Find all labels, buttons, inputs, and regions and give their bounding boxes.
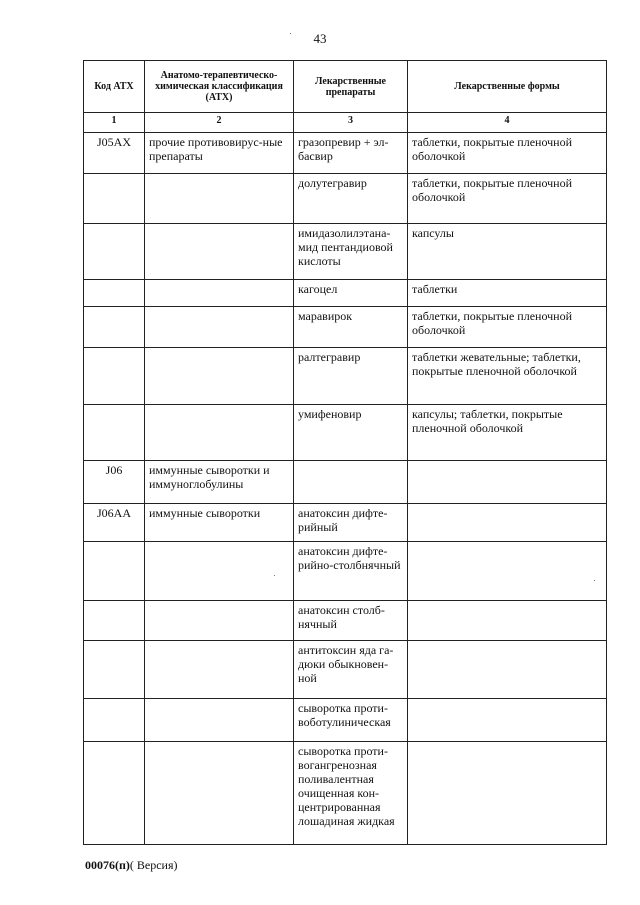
atc-class-cell: иммунные сыворотки: [145, 504, 294, 542]
atc-code-cell: [84, 174, 145, 224]
dosage-form-cell: [408, 699, 607, 742]
table-row: [84, 348, 607, 405]
column-number: 3: [294, 113, 408, 133]
dosage-form-cell: [408, 542, 607, 601]
atc-class-cell: [145, 224, 294, 280]
page-number: 43: [313, 31, 327, 46]
atc-class-cell: [145, 174, 294, 224]
atc-class-cell: [145, 405, 294, 461]
table-row: [84, 405, 607, 461]
atc-class-cell: прочие противовирус-ные препараты: [145, 133, 294, 174]
drug-name-cell: маравирок: [294, 307, 408, 348]
table-row: [84, 461, 607, 504]
header-atc-classification: Анатомо-терапевтическо-химическая классификация (АТХ): [145, 61, 294, 113]
table-row: [84, 224, 607, 280]
atc-class-cell: [145, 641, 294, 699]
table-row: [84, 174, 607, 224]
drug-name-cell: антитоксин яда га-дюки обыкновен-ной: [294, 641, 408, 699]
atc-code-cell: [84, 280, 145, 307]
drug-name-cell: кагоцел: [294, 280, 408, 307]
dosage-form-cell: таблетки, покрытые пленочной оболочкой: [408, 174, 607, 224]
column-number: 1: [84, 113, 145, 133]
atc-code-cell: J05AX: [84, 133, 145, 174]
dosage-form-cell: [408, 641, 607, 699]
table-row: [84, 307, 607, 348]
dosage-form-cell: [408, 461, 607, 504]
atc-code-cell: [84, 348, 145, 405]
dosage-form-cell: капсулы: [408, 224, 607, 280]
dosage-form-cell: таблетки, покрытые пленочной оболочкой: [408, 133, 607, 174]
atc-code-cell: [84, 405, 145, 461]
atc-class-cell: [145, 280, 294, 307]
column-number: 4: [408, 113, 607, 133]
atc-class-cell: [145, 601, 294, 641]
atc-code-cell: [84, 742, 145, 845]
table-row: [84, 641, 607, 699]
version-label: ( Версия): [129, 858, 178, 872]
scan-speck: [274, 575, 275, 576]
atc-code-cell: [84, 699, 145, 742]
atc-code-cell: [84, 542, 145, 601]
dosage-form-cell: [408, 742, 607, 845]
header-atc-code: Код АТХ: [84, 61, 145, 113]
dosage-form-cell: таблетки: [408, 280, 607, 307]
atc-code-cell: J06: [84, 461, 145, 504]
atc-class-cell: [145, 542, 294, 601]
drug-name-cell: анатоксин дифте-рийный: [294, 504, 408, 542]
drug-name-cell: ралтегравир: [294, 348, 408, 405]
table-row: [84, 504, 607, 542]
header-dosage-forms: Лекарственные формы: [408, 61, 607, 113]
table-row: [84, 601, 607, 641]
drug-name-cell: гразопревир + эл-басвир: [294, 133, 408, 174]
atc-code-cell: J06AA: [84, 504, 145, 542]
drug-name-cell: умифеновир: [294, 405, 408, 461]
document-id: 00076(п): [85, 858, 130, 872]
drug-name-cell: анатоксин столб-нячный: [294, 601, 408, 641]
atc-class-cell: [145, 699, 294, 742]
drug-classification-table: [83, 60, 607, 845]
drug-name-cell: сыворотка проти-воботулиническая: [294, 699, 408, 742]
table-row: [84, 280, 607, 307]
drug-name-cell: имидазолилэтана-мид пентандиовой кислоты: [294, 224, 408, 280]
atc-class-cell: [145, 348, 294, 405]
drug-name-cell: [294, 461, 408, 504]
drug-name-cell: анатоксин дифте-рийно-столбнячный: [294, 542, 408, 601]
scan-speck: [594, 580, 595, 581]
drug-name-cell: долутегравир: [294, 174, 408, 224]
atc-class-cell: [145, 307, 294, 348]
dosage-form-cell: таблетки, покрытые пленочной оболочкой: [408, 307, 607, 348]
column-number: 2: [145, 113, 294, 133]
table-row: [84, 133, 607, 174]
table-row: [84, 699, 607, 742]
table-row: [84, 742, 607, 845]
atc-class-cell: иммунные сыворотки и иммуноглобулины: [145, 461, 294, 504]
atc-code-cell: [84, 224, 145, 280]
atc-class-cell: [145, 742, 294, 845]
column-number-row: [84, 113, 607, 133]
dosage-form-cell: таблетки жевательные; таблетки, покрытые пленочной оболочкой: [408, 348, 607, 405]
dosage-form-cell: [408, 504, 607, 542]
atc-code-cell: [84, 601, 145, 641]
atc-code-cell: [84, 307, 145, 348]
table-row: [84, 542, 607, 601]
scan-speck: [290, 33, 291, 34]
dosage-form-cell: [408, 601, 607, 641]
header-drugs: Лекарственные препараты: [294, 61, 408, 113]
atc-code-cell: [84, 641, 145, 699]
dosage-form-cell: капсулы; таблетки, покрытые пленочной оболочкой: [408, 405, 607, 461]
footer: [85, 858, 178, 873]
drug-name-cell: сыворотка проти-вогангренозная поливалентная очищенная кон-центрированная лошадиная жидкая: [294, 742, 408, 845]
